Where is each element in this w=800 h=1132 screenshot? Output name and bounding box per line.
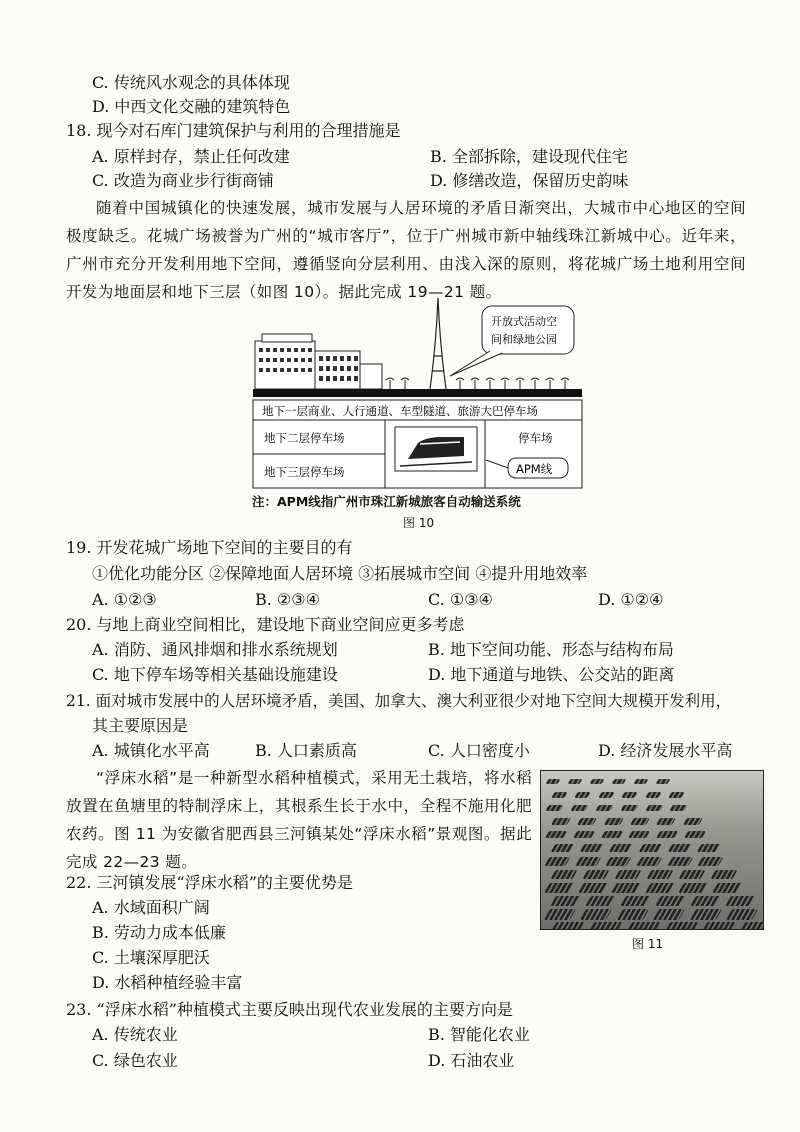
passage-19-21: 随着中国城镇化的快速发展，城市发展与人居环境的矛盾日渐突出，大城市中心地区的空间极度缺乏。花城广场被誉为广州的“城市客厅”，位于广州城市新中轴线珠江新城中心。近年来，广州市充分开发利用地下空间，遵循竖向分层利用、由浅入深的原则，将花城广场土地利用空间开发为地面层和地下三层（如图 10）。据此完成 19—21 题。 — [66, 199, 746, 301]
q20-option-b: B. 地下空间功能、形态与结构布局 — [428, 640, 674, 659]
rice-bed — [701, 922, 736, 930]
q19-items: ①优化功能分区 ②保障地面人居环境 ③拓展城市空间 ④提升用地效率 — [92, 564, 588, 583]
q22-option-c: C. 土壤深厚肥沃 — [92, 948, 210, 967]
figure-11-floating-rice-photo — [540, 770, 764, 930]
q19-option-c: C. ①③④ — [428, 590, 493, 609]
rice-bed — [663, 922, 698, 930]
rice-bed — [667, 857, 693, 866]
q22-stem: 22. 三河镇发展“浮床水稻”的主要优势是 — [66, 873, 353, 892]
q18-option-c: C. 改造为商业步行街商铺 — [92, 171, 274, 190]
q19-option-a: A. ①②③ — [92, 590, 157, 609]
passage-22-23: “浮床水稻”是一种新型水稻种植模式，采用无土栽培，将水稻放置在鱼塘里的特制浮床上，其根系生长于水中，全程不施用化肥农药。图 11 为安徽省肥西县三河镇某处“浮床水稻”景观图。据此完成 22—23 题。 — [66, 769, 532, 871]
q21-stem-line-2: 其主要原因是 — [92, 716, 189, 735]
q18-option-b: B. 全部拆除，建设现代住宅 — [430, 147, 628, 166]
q21-option-c: C. 人口密度小 — [428, 741, 530, 760]
q20-option-d: D. 地下通道与地铁、公交站的距离 — [428, 665, 675, 684]
q23-option-a: A. 传统农业 — [92, 1025, 178, 1044]
rice-bed — [587, 922, 622, 930]
q21-option-a: A. 城镇化水平高 — [92, 741, 210, 760]
q18-option-a: A. 原样封存，禁止任何改建 — [92, 147, 290, 166]
q20-option-a: A. 消防、通风排烟和排水系统规划 — [92, 640, 338, 659]
q17-option-c: C. 传统风水观念的具体体现 — [92, 73, 290, 92]
figure-10-underground-diagram — [250, 296, 585, 496]
tree-row-icon — [386, 378, 569, 389]
ground-level-slab — [253, 389, 582, 397]
apm-line-label: APM线 — [516, 462, 553, 476]
q21-option-b: B. 人口素质高 — [255, 741, 357, 760]
q22-option-a: A. 水域面积广阔 — [92, 898, 210, 917]
building-icon — [255, 334, 382, 389]
figure-11-caption: 图 11 — [632, 937, 664, 951]
basement-2-label: 地下二层停车场 — [264, 431, 345, 445]
q18-option-d: D. 修缮改造，保留历史韵味 — [430, 171, 629, 190]
q18-stem: 18. 现今对石库门建筑保护与利用的合理措施是 — [66, 121, 401, 140]
canton-tower-icon — [430, 298, 446, 389]
rice-bed — [578, 883, 607, 893]
q20-option-c: C. 地下停车场等相关基础设施建设 — [92, 665, 338, 684]
rice-bed — [575, 857, 601, 866]
q19-option-b: B. ②③④ — [255, 590, 320, 609]
q23-option-c: C. 绿色农业 — [92, 1051, 178, 1070]
callout-line-1: 开放式活动空 — [491, 315, 557, 328]
rice-bed — [625, 922, 660, 930]
q19-option-d: D. ①②④ — [598, 590, 664, 609]
q23-stem: 23. “浮床水稻”种植模式主要反映出现代农业发展的主要方向是 — [66, 1000, 513, 1019]
callout-line-2: 间和绿地公园 — [491, 333, 557, 346]
parking-label: 停车场 — [518, 431, 553, 445]
q23-option-d: D. 石油农业 — [428, 1051, 515, 1070]
q20-stem: 20. 与地上商业空间相比，建设地下商业空间应更多考虑 — [66, 615, 465, 634]
q21-stem-line-1: 21. 面对城市发展中的人居环境矛盾，美国、加拿大、澳大利亚很少对地下空间大规模开发利用， — [66, 692, 732, 710]
q22-option-d: D. 水稻种植经验丰富 — [92, 973, 243, 992]
figure-10-caption: 图 10 — [403, 516, 435, 530]
rice-bed — [645, 883, 674, 893]
q17-option-d: D. 中西文化交融的建筑特色 — [92, 97, 291, 116]
basement-3-label: 地下三层停车场 — [264, 465, 345, 479]
callout-bubble — [482, 306, 574, 354]
q23-option-b: B. 智能化农业 — [428, 1025, 530, 1044]
basement-1-label: 地下一层商业、人行通道、车型隧道、旅游大巴停车场 — [262, 404, 538, 418]
q21-option-d: D. 经济发展水平高 — [598, 741, 733, 760]
rice-bed — [550, 922, 585, 930]
q19-stem: 19. 开发花城广场地下空间的主要目的有 — [66, 538, 353, 557]
figure-10-note: 注：APM线指广州市珠江新城旅客自动输送系统 — [252, 494, 521, 509]
q22-option-b: B. 劳动力成本低廉 — [92, 923, 226, 942]
